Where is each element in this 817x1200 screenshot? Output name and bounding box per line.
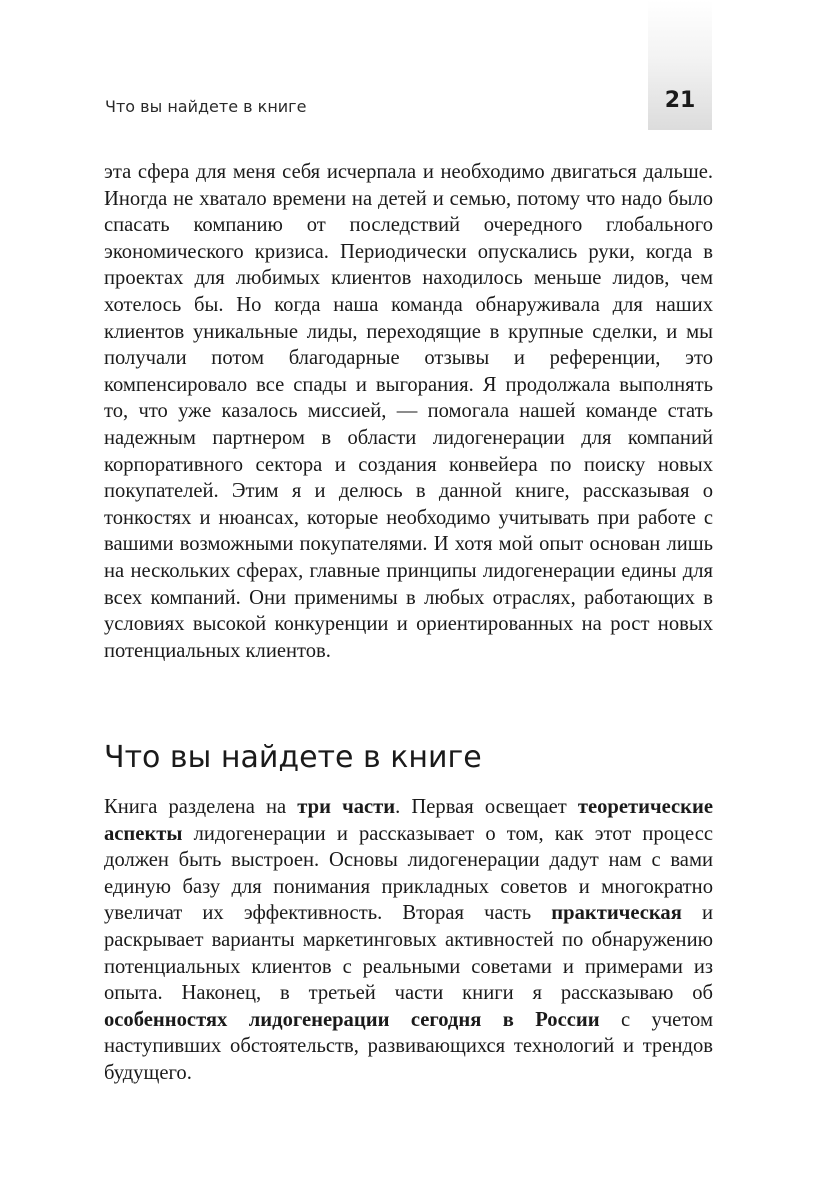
bold-run-practical: практическая [551,902,682,925]
bold-run-theoretical-aspects: теоретические аспекты [104,796,713,845]
bold-run-three-parts: три части [297,796,396,818]
bold-run-russia-features: особенностях лидогенерации сегодня в России [104,1008,600,1031]
text-run: . Первая освещает [395,796,578,818]
text-run: Книга разделена на [104,796,298,818]
text-run: и раскрывает варианты маркетинговых активностей по обнаружению потенциальных клиентов с реальными советами и примерами из опыта. Наконец, в третьей части книги я рассказываю об [104,902,714,1005]
text-run: с учетом наступивших обстоятельств, развивающихся технологий и трендов будущего. [104,1008,713,1084]
section-paragraph [104,794,713,1087]
page-number: 21 [664,88,696,113]
running-header-title: Что вы найдете в книге [105,97,307,116]
text-run: лидогенерации и рассказывает о том, как этот процесс должен быть выстроен. Основы лидогенерации дадут нам с вами единую базу для понимания прикладных советов и многократно увеличат их эффективность. Вторая часть [104,822,713,925]
section-heading: Что вы найдете в книге [104,740,482,775]
intro-paragraph: эта сфера для меня себя исчерпала и необходимо двигаться дальше. Иногда не хватало времени на детей и семью, потому что надо было спасать компанию от последствий очередного глобального экономического кризиса. Периодически опускались руки, когда в проектах для любимых клиентов находилось меньше лидов, чем хотелось бы. Но когда наша команда обнаруживала для наших клиентов уникальные лиды, переходящие в крупные сделки, и мы получали потом благодарные отзывы и референции, это компенсировало все спады и выгорания. Я продолжала выполнять то, что уже казалось миссией, — помогала нашей команде стать надежным партнером в области лидогенерации для компаний корпоративного сектора и создания конвейера по поиску новых покупателей. Этим я и делюсь в данной книге, рассказывая о тонкостях и нюансах, которые необходимо учитывать при работе с вашими возможными покупателями. И хотя мой опыт основан лишь на нескольких сферах, главные принципы лидогенерации едины для всех компаний. Они применимы в любых отраслях, работающих в условиях высокой конкуренции и ориентированных на рост новых потенциальных клиентов. [104,161,713,662]
